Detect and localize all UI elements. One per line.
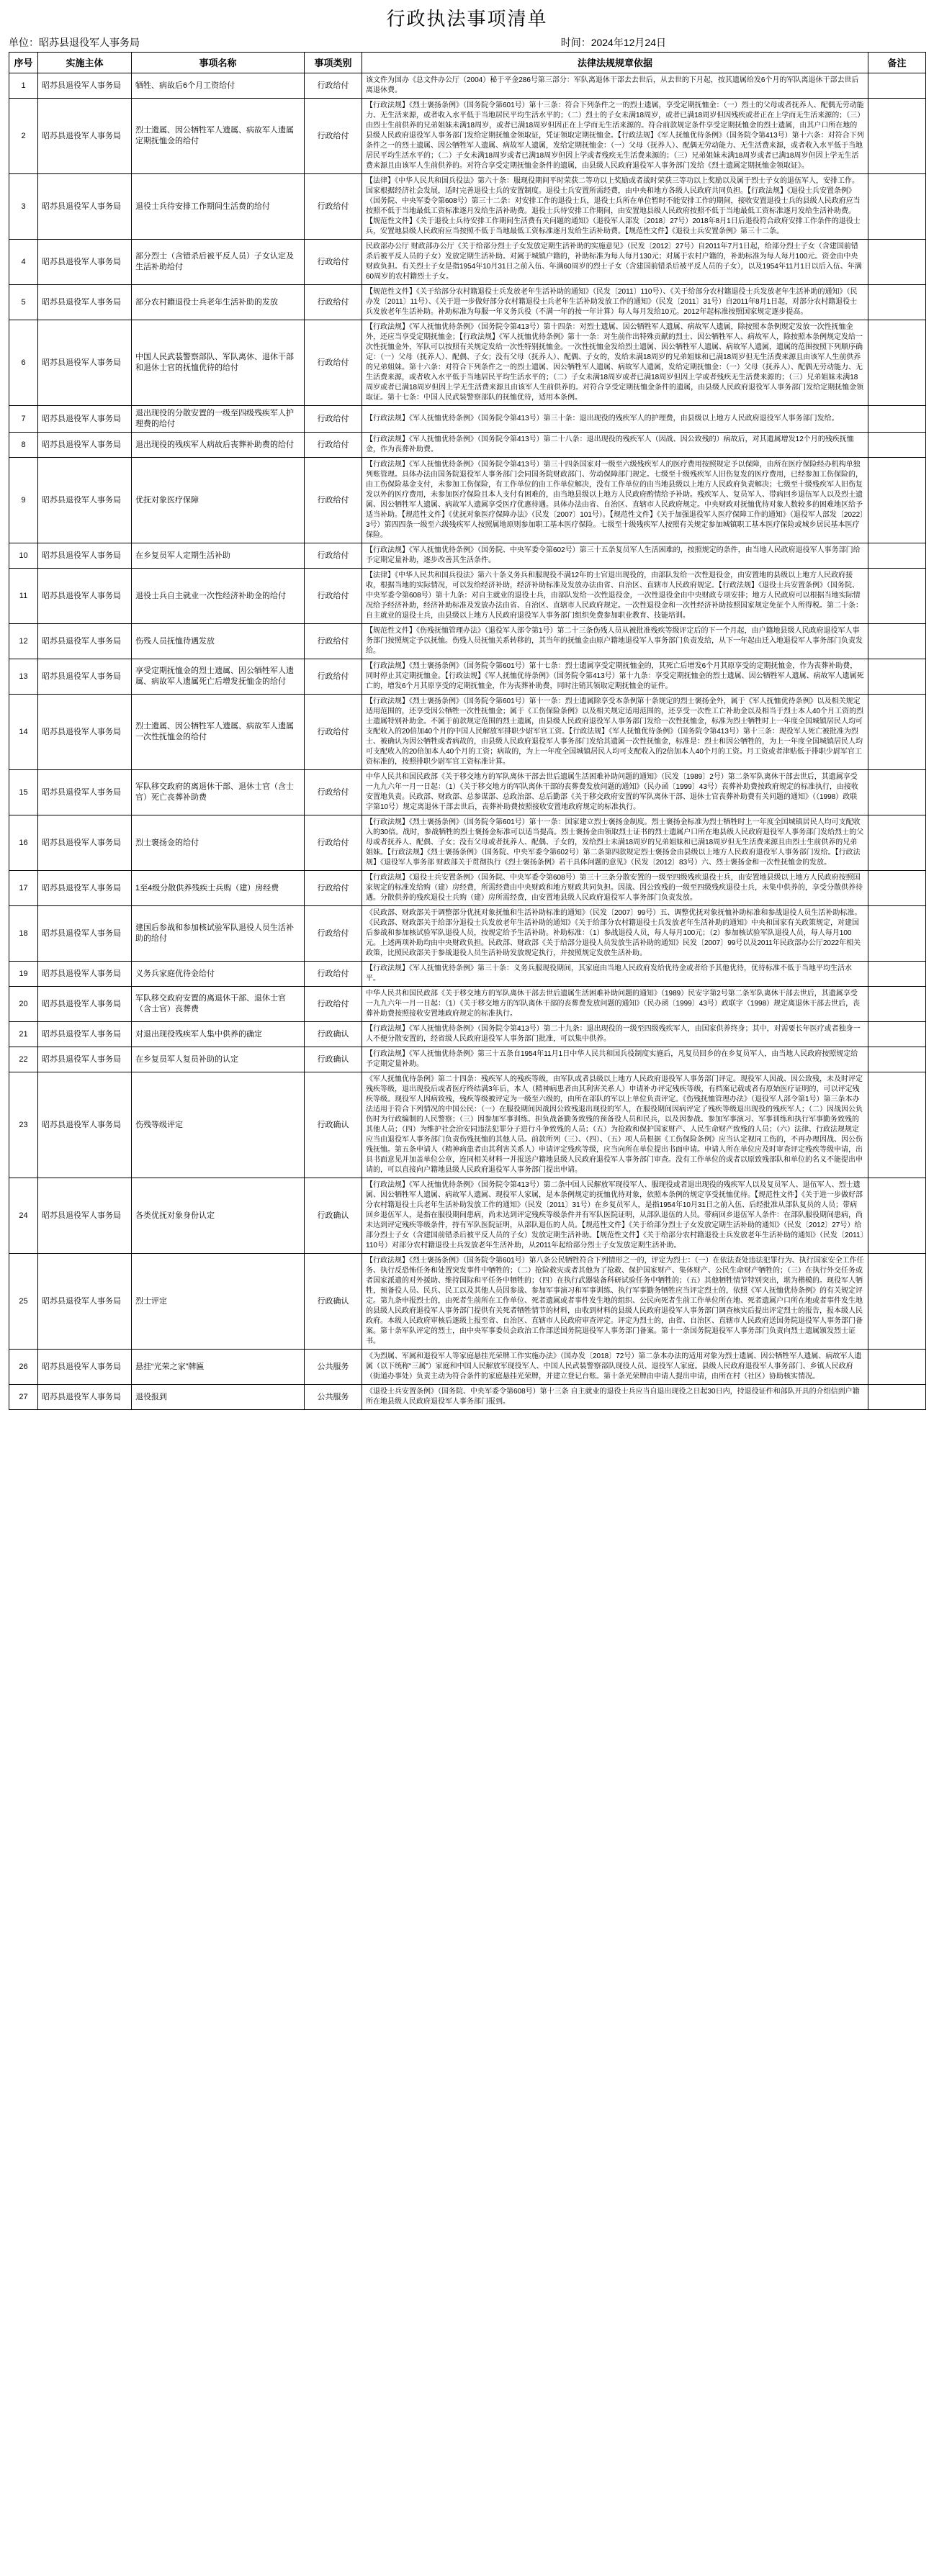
cell-org: 昭苏县退役军人事务局 [38,987,132,1022]
cell-legal-basis: 【行政法规】《军人抚恤优待条例》第三十五条自1954年11月1日中华人民共和国兵役制度实施后，凡复员回乡的在乡复员军人，由当地人民政府按照规定给予定期定量补助。 [362,1047,868,1072]
cell-legal-basis: 《民政部、财政部关于调整部分优抚对象抚恤和生活补助标准的通知》（民发〔2007〕99号）五、调整优抚对象抚恤补助标准和参战退役人员生活补助标准。《民政部、财政部关于给部分退役士兵发放老年生活补助的通知》《关于给部分农村籍退役士兵发放老年生活补助的通知》中央和国家有关政策规定，对建国后参战和参加核试验军队退役人员，按规定给予生活补助。补助标准：（1）参战退役人员，每人每月100元；（2）参加核试验军队退役人员，每人每月100元。上述两项补助均由中央财政负担。民政部、财政部《关于给部分退役人员发放生活补助的通知》民发〔2007〕99号以及2011年民政部办公厅2022年相关政策，比照民政部关于参战退役人员生活补助发放规定执行，并按照规定发放生活补助。 [362,906,868,962]
cell-item-name: 对退出现役残疾军人集中供养的确定 [132,1022,305,1047]
cell-remark [868,624,926,659]
cell-item-type: 公共服务 [305,1350,362,1385]
cell-legal-basis: 【行政法规】《烈士褒扬条例》（国务院令第601号）第十一条：国家建立烈士褒扬金制度。烈士褒扬金标准为烈士牺牲时上一年度全国城镇居民人均可支配收入的30倍。战时，参战牺牲的烈士褒扬金标准可以适当提高。烈士褒扬金由领取烈士证书的烈士遗属户口所在地县级人民政府退役军人事务部门发给烈士的父母或者抚养人、配偶、子女；没有父母或者抚养人、配偶、子女的，发给烈士未满18周岁的兄弟姐妹和已满18周岁但无生活费来源且由烈士生前供养的兄弟姐妹。【行政法规】《烈士褒扬条例》（国务院、中央军委令第602号）第二条第四款规定烈士褒扬金由县级以上地方人民政府退役军人事务部门发给。【行政法规】《退役军人事务部 财政部关于贯彻执行《烈士褒扬条例》若干具体问题的意见》（民发〔2012〕83号）六、烈士褒扬金和一次性抚恤金的发放。 [362,815,868,871]
cell-legal-basis: 《退役士兵安置条例》（国务院、中央军委令第608号）第十三条 自主就业的退役士兵应当自退出现役之日起30日内，持退役证件和部队开具的介绍信到户籍所在地县级人民政府退役军人事务部门报到。 [362,1385,868,1410]
cell-item-name: 伤残人员抚恤待遇发放 [132,624,305,659]
cell-remark [868,1385,926,1410]
cell-no: 19 [9,962,38,987]
cell-legal-basis: 【行政法规】《军人抚恤优待条例》（国务院令第413号）第十四条：对烈士遗属、因公牺牲军人遗属、病故军人遗属，除按照本条例规定发放一次性抚恤金外，还应当享受定期抚恤金；【行政法规】《军人抚恤优待条例》第十一条：对生前作出特殊贡献的烈士、因公牺牲军人、病故军人，除按照本条例规定发给一次性抚恤金外，军队可以按照有关规定发给一次性特别抚恤金。一次性抚恤金发给烈士遗属、因公牺牲军人遗属、病故军人遗属，遗属的范围按照下列顺序确定：（一）父母（抚养人）、配偶、子女；没有父母（抚养人）、配偶、子女的，发给未满18周岁的兄弟姐妹和已满18周岁但无生活费来源且由该军人生前供养的兄弟姐妹。第十六条：对符合下列条件之一的烈士遗属、因公牺牲军人遗属、病故军人遗属，发给定期抚恤金：（一）父母（抚养人）、配偶无劳动能力、无生活费来源，或者收入水平低于当地居民平均生活水平的；（二）子女未满18周岁或者已满18周岁但因上学或者残疾无生活费来源的；（三）兄弟姐妹未满18周岁或者已满18周岁但因上学无生活费来源且由该军人生前供养的。对符合享受定期抚恤金条件的遗属，由县级人民政府退役军人事务部门发给定期抚恤金领取证。第十七条：中国人民武装警察部队的抚恤优待，适用本条例。 [362,320,868,406]
table-row [9,543,926,569]
unit-label: 单位：昭苏县退役军人事务局 [9,37,140,48]
cell-no: 26 [9,1350,38,1385]
table-row [9,962,926,987]
cell-item-name: 烈士褒扬金的给付 [132,815,305,871]
cell-item-type: 行政给付 [305,543,362,569]
cell-no: 1 [9,73,38,99]
cell-legal-basis: 【法律】《中华人民共和国兵役法》第六十条义务兵和服现役不满12年的士官退出现役的，由部队发给一次性退役金，由安置地的县级以上地方人民政府接收，根据当地的实际情况，可以发给经济补助，经济补助标准及发放办法由省、自治区、直辖市人民政府规定。【行政法规】《退役士兵安置条例》（国务院、中央军委令第608号）第十九条：对自主就业的退役士兵，由部队发给一次性退役金，一次性退役金由中央财政专项安排；地方人民政府可以根据当地实际情况给予经济补助，经济补助标准及发放办法由省、自治区、直辖市人民政府规定。一次性退役金和一次性经济补助按照国家规定免征个人所得税。第二十条：自主就业的退役士兵，由县级以上地方人民政府退役军人事务部门组织免费参加职业教育、技能培训。 [362,569,868,624]
cell-no: 24 [9,1178,38,1254]
table-row [9,1350,926,1385]
cell-no: 14 [9,695,38,770]
cell-remark [868,871,926,906]
cell-item-name: 建国后参战和参加核试验军队退役人员生活补助的给付 [132,906,305,962]
cell-legal-basis: 【行政法规】《烈士褒扬条例》（国务院令第601号）第十三条：符合下列条件之一的烈士遗属，享受定期抚恤金：（一）烈士的父母或者抚养人、配偶无劳动能力、无生活来源，或者收入水平低于当地居民平均生活水平的；（二）烈士的子女未满18周岁，或者已满18周岁但因残疾或者正在上学而无生活来源的；（三）由烈士生前供养的兄弟姐妹未满18周岁，或者已满18周岁但因正在上学而无生活来源的。符合前款规定条件享受定期抚恤金的烈士遗属，由其户口所在地的县级人民政府退役军人事务部门发给定期抚恤金领取证，凭证领取定期抚恤金。【行政法规】《军人抚恤优待条例》（国务院令第413号）第十六条：对符合下列条件之一的烈士遗属、因公牺牲军人遗属、病故军人遗属，发给定期抚恤金：（一）父母（抚养人）、配偶无劳动能力、无生活费来源，或者收入水平低于当地居民平均生活水平的；（二）子女未满18周岁或者已满18周岁但因上学或者残疾无生活费来源的；（三）兄弟姐妹未满18周岁或者已满18周岁但因上学无生活费来源且由该军人生前供养的。对符合享受定期抚恤金条件的遗属，由县级人民政府退役军人事务部门发给《烈士遗属定期抚恤金领取证》。 [362,99,868,174]
cell-no: 5 [9,285,38,320]
cell-no: 15 [9,770,38,815]
cell-item-name: 退出现役的分散安置的一级至四级残疾军人护理费的给付 [132,406,305,433]
cell-item-type: 行政给付 [305,240,362,285]
cell-org: 昭苏县退役军人事务局 [38,1022,132,1047]
cell-remark [868,906,926,962]
cell-org: 昭苏县退役军人事务局 [38,285,132,320]
cell-remark [868,770,926,815]
table-row [9,871,926,906]
table-row [9,99,926,174]
table-row [9,320,926,406]
cell-no: 27 [9,1385,38,1410]
cell-legal-basis: 中华人民共和国民政部《关于移交地方的军队离休干部去世后遗属生活困难补助问题的通知》（民发〔1989〕2号）第二条军队离休干部去世后，其遗属享受一九九六年一月一日起：（1）《关于移交地方的军队离休干部的丧葬费发放问题的通知》（民办函〔1999〕43号）丧葬补助费按政府规定的标准执行，由接收安置地负责。民政部、财政部、总参谋部、总政治部、总后勤部《关于移交政府安置的军队离休干部、退休士官丧葬补助费有关问题的通知》（（1998）政联字第10号）规定离退休干部去世后，丧葬补助费按照接收安置地政府规定的标准执行。 [362,770,868,815]
cell-item-name: 烈士遗属、因公牺牲军人遗属、病故军人遗属定期抚恤金的给付 [132,99,305,174]
cell-remark [868,73,926,99]
cell-legal-basis: 【行政法规】《军人抚恤优待条例》（国务院令第413号）第三十条：退出现役的残疾军人的护理费，由县级以上地方人民政府退役军人事务部门发给。 [362,406,868,433]
table-row [9,987,926,1022]
cell-org: 昭苏县退役军人事务局 [38,458,132,543]
cell-item-name: 在乡复员军人复员补助的认定 [132,1047,305,1072]
cell-legal-basis: 《为烈属、军属和退役军人等家庭悬挂光荣牌工作实施办法》（国办发〔2018〕72号）第二条本办法的适用对象为烈士遗属、因公牺牲军人遗属、病故军人遗属（以下统称“三属”）家庭和中国人民解放军现役军人、中国人民武装警察部队现役人员、退役军人家庭。县级人民政府退役军人事务部门、乡镇人民政府（街道办事处）负责主动为符合条件的家庭悬挂光荣牌，并建立登记台账。第十条光荣牌由申请人提出申请，由所在村（社区）协助核实情况。 [362,1350,868,1385]
cell-remark [868,174,926,240]
cell-org: 昭苏县退役军人事务局 [38,962,132,987]
table-row [9,458,926,543]
cell-item-name: 军队移交政府安置的离退休干部、退休士官（含士官）丧葬费 [132,987,305,1022]
document-meta [9,33,925,52]
table-row [9,695,926,770]
cell-remark [868,1254,926,1350]
cell-no: 12 [9,624,38,659]
cell-org: 昭苏县退役军人事务局 [38,320,132,406]
cell-no: 17 [9,871,38,906]
cell-org: 昭苏县退役军人事务局 [38,73,132,99]
cell-remark [868,815,926,871]
cell-legal-basis: 【行政法规】《军人抚恤优待条例》（国务院令第413号）第二十八条：退出现役的残疾军人（因战、因公致残的）病故后，对其遗属增发12个月的残疾抚恤金，作为丧葬补助费。 [362,433,868,458]
table-row [9,406,926,433]
cell-remark [868,458,926,543]
cell-org: 昭苏县退役军人事务局 [38,543,132,569]
cell-org: 昭苏县退役军人事务局 [38,433,132,458]
cell-item-type: 行政给付 [305,406,362,433]
table-row [9,433,926,458]
cell-no: 9 [9,458,38,543]
cell-legal-basis: 中华人民共和国民政部《关于移交地方的军队离休干部去世后遗属生活困难补助问题的通知》（1989）民安字第2号第二条军队离休干部去世后，其遗属享受一九九六年一月一日起：（1）《关于移交地方的军队离休干部的丧葬费发放问题的通知》（民办函〔1999〕43号）政联字（1998）规定离退休干部去世后，丧葬补助费按照接收安置地政府规定的标准执行。 [362,987,868,1022]
cell-org: 昭苏县退役军人事务局 [38,871,132,906]
cell-legal-basis: 该文件为国办《总文件办公厅（2004）秘于平金286号第三部分：军队离退休干部去去世后，从去世的下月起，按其遗属给发6个月的军队离退休干部去世后离退休费。 [362,73,868,99]
cell-legal-basis: 《军人抚恤优待条例》第二十四条：残疾军人的残疾等级，由军队或者县级以上地方人民政府退役军人事务部门评定。现役军人因战、因公致残，未及时评定残疾等级，退出现役后或者医疗终结满3年后，本人（精神病患者由其利害关系人）申请补办评定残疾等级，有档案记载或者有原始医疗证明的，可以评定残疾等级。现役军人因病致残，残疾等级被评定为一级至六级的，由所在部队的军以上单位负责评定。《伤残抚恤管理办法》（退役军人部令第1号）第三条本办法适用于符合下列情况的中国公民：（一）在服役期间因战因公致残退出现役的军人，在服役期间因病评定了残疾等级退出现役的残疾军人；（二）因战因公负伤时为行政编制的人民警察；（三）因参加军事训练、担负战备勤务致残的预备役人员和民兵，以及因参战、参加军事演习、军事训练和执行军事勤务致残的其他人员；（四）为维护社会治安同违法犯罪分子进行斗争致残的人员；（五）为抢救和保护国家财产、人民生命财产致残的人员；（六）法律、行政法规规定应当由退役军人事务部门负责伤残抚恤的其他人员。前款所列（三）、（四）、（五）项人员根据《工伤保险条例》应当认定视同工伤的，不再办理因战、因公伤残抚恤。第五条申请人（精神病患者由其利害关系人）申请评定残疾等级，应当向所在单位提出书面申请。申请人所在单位应及时审查评定残疾等级申请，出具书面意见并加盖单位公章，连同相关材料一并报送户籍地县级人民政府退役军人事务部门审查。没有工作单位的或者以原致残部队和单位的名义不能提出申请的，可以直接向户籍地县级人民政府退役军人事务部门提出申请。 [362,1072,868,1178]
cell-legal-basis: 【行政法规】《军人抚恤优待条例》（国务院、中央军委令第602号）第三十五条复员军人生活困难的，按照规定的条件，由当地人民政府退役军人事务部门给予定期定量补助，逐步改善其生活条件。 [362,543,868,569]
cell-org: 昭苏县退役军人事务局 [38,906,132,962]
cell-item-name: 退役报到 [132,1385,305,1410]
cell-item-name: 部分烈士（含错杀后被平反人员）子女认定及生活补助给付 [132,240,305,285]
cell-org: 昭苏县退役军人事务局 [38,99,132,174]
cell-item-type: 行政给付 [305,174,362,240]
cell-remark [868,659,926,695]
cell-remark [868,285,926,320]
cell-remark [868,406,926,433]
cell-no: 21 [9,1022,38,1047]
cell-remark [868,99,926,174]
cell-item-type: 行政给付 [305,285,362,320]
cell-remark [868,543,926,569]
cell-legal-basis: 【行政法规】《烈士褒扬条例》（国务院令第601号）第八条公民牺牲符合下列情形之一的，评定为烈士：（一）在依法查处违法犯罪行为、执行国家安全工作任务、执行反恐怖任务和处置突发事件中牺牲的；（二）抢险救灾或者其他为了抢救、保护国家财产、集体财产、公民生命财产牺牲的；（三）在执行外交任务或者国家派遣的对外援助、维持国际和平任务中牺牲的；（四）在执行武器装备科研试验任务中牺牲的；（五）其他牺牲情节特别突出，堪为楷模的。现役军人牺牲，预备役人员、民兵、民工以及其他人员因参战、参加军事演习和军事训练、执行军事勤务牺牲应当评定烈士的，依照《军人抚恤优待条例》的有关规定评定。第九条申报烈士的，由死者生前所在工作单位、死者遗属或者事件发生地的组织、公民向死者生前工作单位所在地、死者遗属户口所在地或者事件发生地的县级人民政府退役军人事务部门提供有关死者牺牲情节的材料，由收到材料的县级人民政府退役军人事务部门调查核实后提出评定烈士的报告，报本级人民政府。本级人民政府审核后逐级上报至省、自治区、直辖市人民政府审查评定。评定为烈士的，由省、自治区、直辖市人民政府送国务院退役军人事务部门备案。第十条军队评定的烈士，由中央军事委员会政治工作部送国务院退役军人事务部门备案。第十一条国务院退役军人事务部门负责向烈士遗属颁发烈士证书。 [362,1254,868,1350]
header-org: 实施主体 [38,53,132,73]
cell-no: 23 [9,1072,38,1178]
cell-org: 昭苏县退役军人事务局 [38,1178,132,1254]
table-row [9,1254,926,1350]
cell-item-type: 行政给付 [305,433,362,458]
cell-item-name: 伤残等级评定 [132,1072,305,1178]
enforcement-items-table [9,52,926,1410]
table-row [9,1178,926,1254]
cell-item-type: 行政给付 [305,569,362,624]
cell-item-name: 牺牲、病故后6个月工资给付 [132,73,305,99]
table-row [9,285,926,320]
cell-item-name: 义务兵家庭优待金给付 [132,962,305,987]
cell-item-type: 行政确认 [305,1072,362,1178]
cell-item-type: 行政确认 [305,1047,362,1072]
table-body [9,73,926,1410]
cell-remark [868,320,926,406]
table-row [9,174,926,240]
cell-no: 6 [9,320,38,406]
header-no: 序号 [9,53,38,73]
cell-remark [868,433,926,458]
cell-legal-basis: 【法律】《中华人民共和国兵役法》第六十条：服现役期间平时荣获二等功以上奖励或者战时荣获三等功以上奖励以及属于烈士子女的退伍军人，安排工作。国家根据经济社会发展，适时完善退役士兵的安置制度。退役士兵安置所需经费，由中央和地方各级人民政府共同负担。【行政法规】《退役士兵安置条例》（国务院、中央军委令第608号）第三十二条：对安排工作的退役士兵，退役士兵所在单位暂时不能安排工作的期间，接收安置退役士兵的县级人民政府应当按照不低于当地最低工资标准逐月发给生活补助费。退役士兵待安排工作期间，由安置地县级人民政府按照不低于当地最低工资标准逐月发给生活补助费。【规范性文件】《关于退役士兵待安排工作期间生活费有关问题的通知》（退役军人部发〔2018〕27号）2018年8月1日后退役符合政府安排工作条件的退役士兵，安置地县级人民政府应当按照不低于当地最低工资标准逐月发给生活补助费。【规范性文件】《退役士兵安置条例》第三十二条。 [362,174,868,240]
cell-legal-basis: 【行政法规】《军人抚恤优待条例》（国务院令第413号）第二十九条：退出现役的一级至四级残疾军人，由国家供养终身；其中，对需要长年医疗或者独身一人不便分散安置的，经省级人民政府退役军人事务部门批准，可以集中供养。 [362,1022,868,1047]
cell-org: 昭苏县退役军人事务局 [38,174,132,240]
cell-item-name: 烈士遗属、因公牺牲军人遗属、病故军人遗属一次性抚恤金的给付 [132,695,305,770]
cell-legal-basis: 【行政法规】《烈士褒扬条例》（国务院令第601号）第十七条：烈士遗属享受定期抚恤金的，其死亡后增发6个月其原享受的定期抚恤金，作为丧葬补助费，同时停止其定期抚恤金。【行政法规】《军人抚恤优待条例》（国务院令第413号）第十九条：享受定期抚恤金的烈士遗属、因公牺牲军人遗属、病故军人遗属死亡的，增发6个月其原享受的定期抚恤金，作为丧葬补助费，同时注销其领取定期抚恤金的证件。 [362,659,868,695]
cell-item-type: 行政给付 [305,815,362,871]
table-row [9,624,926,659]
cell-remark [868,1022,926,1047]
cell-no: 10 [9,543,38,569]
cell-remark [868,1072,926,1178]
cell-item-name: 中国人民武装警察部队、军队离休、退休干部和退休士官的抚恤优待的给付 [132,320,305,406]
cell-item-name: 1至4级分散供养残疾士兵购（建）房经费 [132,871,305,906]
cell-org: 昭苏县退役军人事务局 [38,624,132,659]
table-row [9,906,926,962]
cell-remark [868,1178,926,1254]
cell-org: 昭苏县退役军人事务局 [38,1047,132,1072]
table-row [9,73,926,99]
table-row [9,770,926,815]
table-row [9,1047,926,1072]
cell-item-type: 行政给付 [305,73,362,99]
cell-remark [868,962,926,987]
table-header-row [9,53,926,73]
cell-item-type: 行政给付 [305,458,362,543]
cell-item-name: 部分农村籍退役士兵老年生活补助的发放 [132,285,305,320]
cell-item-name: 烈士评定 [132,1254,305,1350]
cell-item-name: 优抚对象医疗保障 [132,458,305,543]
cell-remark [868,1047,926,1072]
cell-org: 昭苏县退役军人事务局 [38,240,132,285]
cell-item-type: 公共服务 [305,1385,362,1410]
cell-item-name: 军队移交政府的离退休干部、退休士官（含士官）死亡丧葬补助费 [132,770,305,815]
cell-item-name: 各类优抚对象身份认定 [132,1178,305,1254]
cell-item-type: 行政给付 [305,624,362,659]
cell-no: 3 [9,174,38,240]
cell-org: 昭苏县退役军人事务局 [38,659,132,695]
table-row [9,569,926,624]
cell-remark [868,987,926,1022]
date-label: 时间：2024年12月24日 [560,37,666,48]
cell-legal-basis: 【行政法规】《军人抚恤优待条例》第三十条：义务兵服现役期间，其家庭由当地人民政府发给优待金或者给予其他优待，优待标准不低于当地平均生活水平。 [362,962,868,987]
cell-no: 16 [9,815,38,871]
cell-remark [868,240,926,285]
header-name: 事项名称 [132,53,305,73]
cell-legal-basis: 【行政法规】《军人抚恤优待条例》（国务院令第413号）第二条中国人民解放军现役军人、服现役或者退出现役的残疾军人以及复员军人、退伍军人、烈士遗属、因公牺牲军人遗属、病故军人遗属、现役军人家属，是本条例规定的抚恤优待对象，依照本条例的规定享受抚恤优待。【规范性文件】《关于进一步做好部分农村籍退役士兵老年生活补助发放工作的通知》（民发〔2011〕31号）在乡复员军人，是指1954年10月31日之前入伍、后经批准从部队复员的人员；带病回乡退伍军人，是指在服役期间患病，尚未达到评定残疾等级条件并有军队医院证明，从部队退伍的人员。带病回乡退伍军人条件：在部队服役期间患病，尚未达到评定残疾等级条件，持有军队医院证明，从部队退伍的人员。【规范性文件】《关于给部分烈士子女发放定期生活补助的通知》（民发〔2012〕27号）给部分烈士子女（含建国前错杀后被平反人员的子女）发放定期生活补助。【规范性文件】《关于给部分农村籍退役士兵发放老年生活补助的通知》（民发〔2011〕110号）对部分农村籍退役士兵发放老年生活补助，从2011年起给部分烈士子女发放定期生活补助。 [362,1178,868,1254]
cell-item-name: 退役士兵自主就业一次性经济补助金的给付 [132,569,305,624]
cell-item-type: 行政给付 [305,987,362,1022]
cell-org: 昭苏县退役军人事务局 [38,569,132,624]
table-row [9,1072,926,1178]
cell-org: 昭苏县退役军人事务局 [38,1385,132,1410]
table-row [9,1385,926,1410]
table-row [9,240,926,285]
cell-item-type: 行政给付 [305,695,362,770]
cell-no: 13 [9,659,38,695]
cell-legal-basis: 【规范性文件】《伤残抚恤管理办法》（退役军人部令第1号）第二十三条伤残人员从被批准残疾等级评定后的下一个月起，由户籍地县级人民政府退役军人事务部门按照规定予以抚恤。伤残人员抚恤关系转移的，其当年的抚恤金由原户籍地退役军人事务部门负责发给，从下一年起由迁入地退役军人事务部门负责发给。 [362,624,868,659]
cell-item-type: 行政给付 [305,871,362,906]
cell-item-type: 行政给付 [305,320,362,406]
cell-item-name: 退役士兵待安排工作期间生活费的给付 [132,174,305,240]
cell-org: 昭苏县退役军人事务局 [38,815,132,871]
cell-org: 昭苏县退役军人事务局 [38,695,132,770]
cell-item-name: 退出现役的残疾军人病故后丧葬补助费的给付 [132,433,305,458]
cell-item-type: 行政给付 [305,659,362,695]
cell-legal-basis: 【行政法规】《烈士褒扬条例》（国务院令第601号）第十一条：烈士遗属除享受本条例第十条规定的烈士褒扬金外，属于《军人抚恤优待条例》以及相关规定适用范围的，还享受因公牺牲一次性抚恤金；属于《工伤保险条例》以及相关规定适用范围的，还享受一次性工亡补助金以及相当于烈士本人40个月工资的烈士遗属特别补助金。不属于前款规定范围的烈士遗属，由县级人民政府退役军人事务部门发给一次性抚恤金，标准为烈士牺牲时上一年度全国城镇居民人均可支配收入的20倍加40个月的中国人民解放军排职少尉军官工资。【行政法规】《军人抚恤优待条例》（国务院令第413号）第十三条：现役军人死亡被批准为烈士、被确认为因公牺牲或者病故的，由县级人民政府退役军人事务部门发给其遗属一次性抚恤金，标准是：烈士和因公牺牲的，为上一年度全国城镇居民人均可支配收入的20倍加本人40个月的工资；病故的，为上一年度全国城镇居民人均可支配收入的2倍加本人40个月的工资。月工资或者津贴低于排职少尉军官工资标准的，按照排职少尉军官工资标准计算。 [362,695,868,770]
cell-legal-basis: 【行政法规】《退役士兵安置条例》（国务院、中央军委令第608号）第三十三条分散安置的一级至四级残疾退役士兵，由安置地县级以上地方人民政府按照国家规定的标准发给购（建）房经费，所需经费由中央财政和地方财政共同负担。因战、因公致残的一级至四级残疾退役士兵，未集中供养的，享受分散供养待遇。分散供养的残疾退役士兵购（建）房所需经费，由安置地县级人民政府退役军人事务部门负责发放。 [362,871,868,906]
cell-org: 昭苏县退役军人事务局 [38,1254,132,1350]
cell-legal-basis: 【行政法规】《军人抚恤优待条例》（国务院令第413号）第三十四条国家对一级至六级残疾军人的医疗费用按照规定予以保障，由所在医疗保险经办机构单独列账管理。具体办法由国务院退役军人事务部门会同国务院财政部门、劳动保障部门规定。七级至十级残疾军人旧伤复发的医疗费用，已经参加工伤保险的，由工伤保险基金支付，未参加工伤保险，有工作单位的由工作单位解决，没有工作单位的由当地县级以上地方人民政府负责解决；七级至十级残疾军人旧伤复发以外的医疗费用，未参加医疗保险且本人支付有困难的，由当地县级以上地方人民政府酌情给予补助。残疾军人、复员军人、带病回乡退伍军人以及烈士遗属、因公牺牲军人遗属、病故军人遗属享受医疗优惠待遇。具体办法由省、自治区、直辖市人民政府规定。中央财政对抚恤优待对象人数较多的困难地区给予适当补助。【规范性文件】《优抚对象医疗保障办法》（民发〔2007〕101号）。【规范性文件】《关于加强退役军人医疗保障工作的通知》（退役军人部发〔2022〕3号）第四四条一级至六级残疾军人按照属地原则参加职工基本医疗保险。七级至十级残疾军人按照有关规定参加城镇职工基本医疗保险或城乡居民基本医疗保险。 [362,458,868,543]
cell-remark [868,1350,926,1385]
cell-item-type: 行政确认 [305,1254,362,1350]
table-row [9,659,926,695]
cell-no: 4 [9,240,38,285]
document-title: 行政执法事项清单 [386,8,548,30]
cell-no: 8 [9,433,38,458]
cell-item-type: 行政确认 [305,1022,362,1047]
cell-org: 昭苏县退役军人事务局 [38,770,132,815]
cell-item-name: 悬挂“光荣之家”牌匾 [132,1350,305,1385]
cell-legal-basis: 民政部办公厅 财政部办公厅《关于给部分烈士子女发放定期生活补助的实施意见》（民发〔2012〕27号）自2011年7月1日起，给部分烈士子女（含建国前错杀后被平反人员的子女）发放定期生活补助。对属于城镇户籍的，补助标准为每人每月130元；对属于农村户籍的，补助标准为每人每月100元。资金由中央财政负担。有关烈士子女是指1954年10月31日之前入伍、年满60周岁的烈士子女（含建国前错杀后被平反人员的子女），以及1954年11月1日以后入伍、年满60周岁的农村籍烈士子女。 [362,240,868,285]
header-type: 事项类别 [305,53,362,73]
table-row [9,815,926,871]
cell-org: 昭苏县退役军人事务局 [38,406,132,433]
cell-no: 11 [9,569,38,624]
cell-org: 昭苏县退役军人事务局 [38,1350,132,1385]
cell-item-type: 行政确认 [305,1178,362,1254]
cell-no: 2 [9,99,38,174]
cell-no: 22 [9,1047,38,1072]
header-remark: 备注 [868,53,926,73]
cell-no: 7 [9,406,38,433]
cell-item-type: 行政给付 [305,906,362,962]
cell-item-type: 行政给付 [305,962,362,987]
cell-no: 25 [9,1254,38,1350]
header-basis: 法律法规规章依据 [362,53,868,73]
cell-remark [868,695,926,770]
cell-item-type: 行政给付 [305,99,362,174]
cell-item-type: 行政给付 [305,770,362,815]
cell-remark [868,569,926,624]
cell-no: 20 [9,987,38,1022]
cell-item-name: 享受定期抚恤金的烈士遗属、因公牺牲军人遗属、病故军人遗属死亡后增发抚恤金的给付 [132,659,305,695]
cell-item-name: 在乡复员军人定期生活补助 [132,543,305,569]
cell-org: 昭苏县退役军人事务局 [38,1072,132,1178]
cell-no: 18 [9,906,38,962]
cell-legal-basis: 【规范性文件】《关于给部分农村籍退役士兵发放老年生活补助的通知》（民发〔2011〕110号）、《关于给部分农村籍退役士兵发放老年生活补助的通知》（民办发〔2011〕11号）、《关于进一步做好部分农村籍退役士兵老年生活补助发放工作的通知》（民发〔2011〕31号）自2011年8月1日起，对部分农村籍退役士兵发放老年生活补助。补助标准为每服一年义务兵役（不满一年的按一年计算）每人每月发给10元。2012年起标准按照国家规定逐步提高。 [362,285,868,320]
table-row [9,1022,926,1047]
